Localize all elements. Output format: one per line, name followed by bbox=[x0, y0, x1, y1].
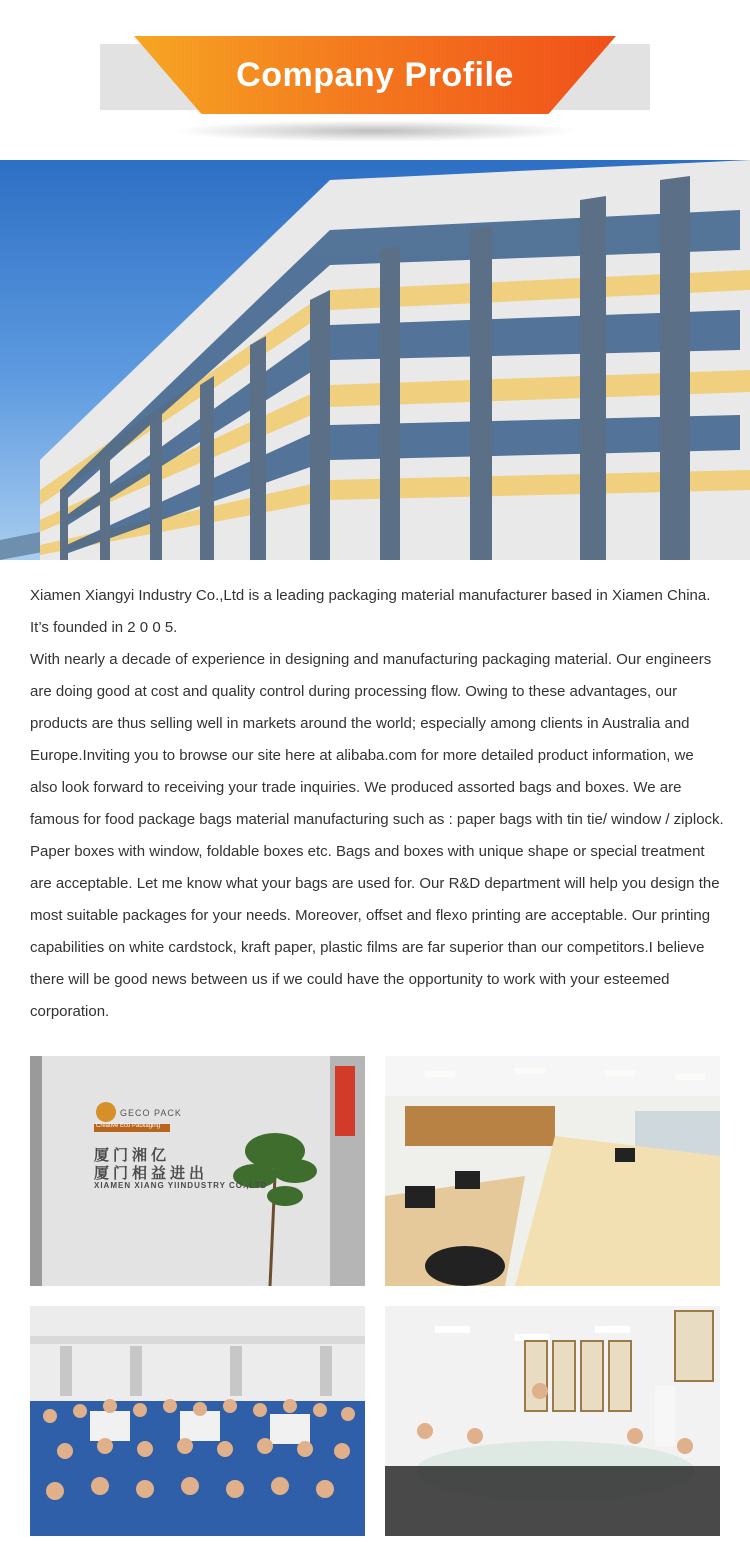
company-description bbox=[30, 580, 724, 1028]
logo-tagline: Creative Eco Packaging bbox=[96, 1123, 161, 1129]
meeting-photo bbox=[385, 1306, 720, 1536]
sign-en-line: XIAMEN XIANG YIINDUSTRY CO.,LTD bbox=[94, 1181, 268, 1190]
office-photo bbox=[385, 1056, 720, 1286]
description-paragraph-2: With nearly a decade of experience in designing and manufacturing packaging material. Our engineers are doing good at cost and quality control during processing flow. Owing to these advantages, our products are thus selling well in markets around the world; especially among clients in Australia and Europe.Inviting you to browse our site here at alibaba.com for more detailed product information, we also look forward to receiving your trade inquiries. We produced assorted bags and boxes. We are famous for food package bags material manufacturing such as : paper bags with tin tie/ window / ziplock. Paper boxes with window, foldable boxes etc. Bags and boxes with unique shape or special treatment are acceptable. Let me know what your bags are used for. Our R&D department will help you design the most suitable packages for your needs. Moreover, offset and flexo printing are acceptable. Our printing capabilities on white cardstock, kraft paper, plastic films are far superior than our competitors.I believe there will be good news between us if we could have the opportunity to work with your esteemed corporation. bbox=[30, 651, 724, 1020]
factory-building-photo bbox=[0, 160, 750, 560]
section-header bbox=[0, 0, 750, 160]
section-title: Company Profile bbox=[236, 55, 514, 94]
sign-cn-line-1: 厦门湘亿 bbox=[94, 1147, 171, 1164]
header-shadow bbox=[170, 120, 580, 142]
description-paragraph-1: Xiamen Xiangyi Industry Co.,Ltd is a leading packaging material manufacturer based in Xiamen China. It’s founded in 2 0 0 5. bbox=[30, 587, 711, 636]
logo-text: GECO PACK bbox=[120, 1108, 182, 1118]
reception-photo bbox=[30, 1056, 365, 1286]
team-photo bbox=[30, 1306, 365, 1536]
sign-cn-line-2: 厦门相益进出 bbox=[94, 1165, 209, 1182]
